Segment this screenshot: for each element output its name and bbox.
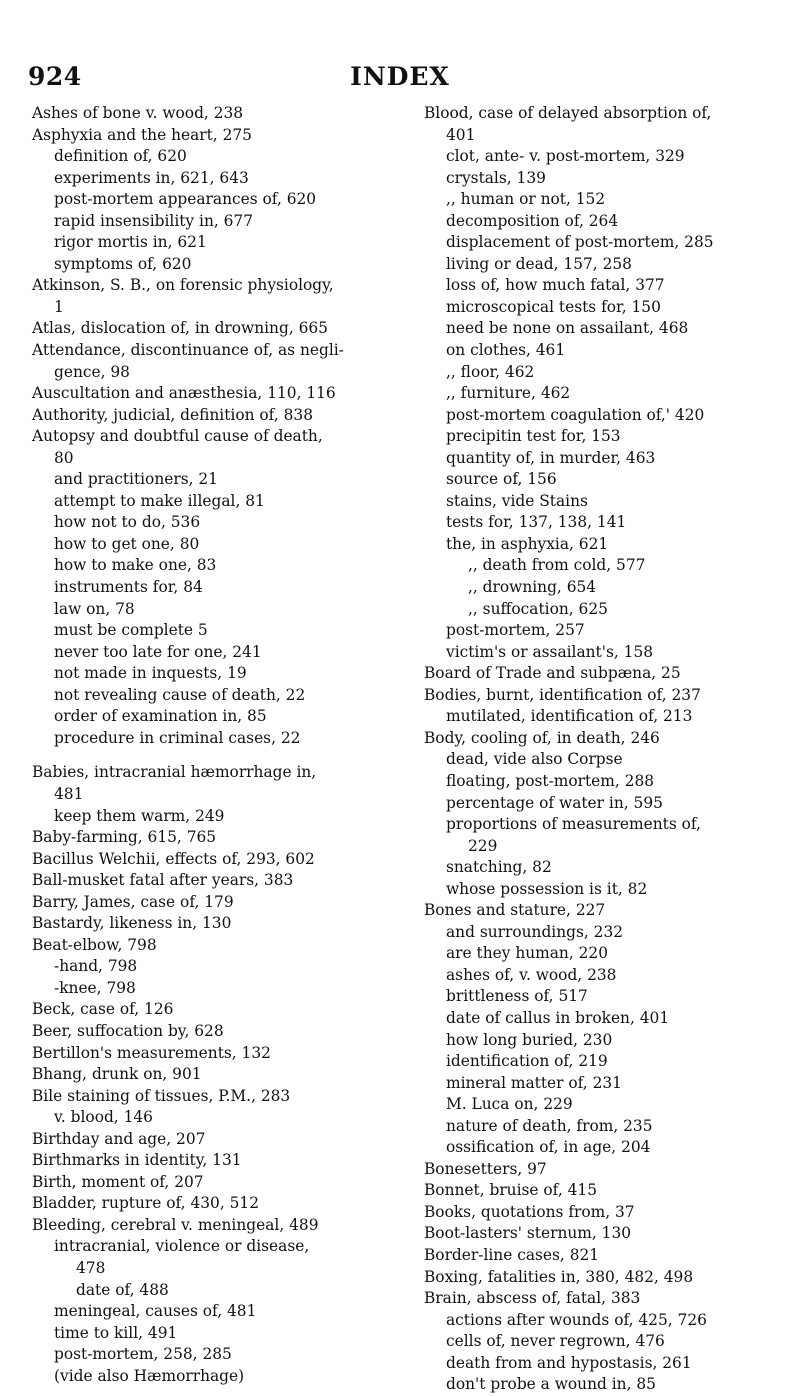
index-entry: Asphyxia and the heart, 275 <box>32 125 252 144</box>
index-subentry: ,, floor, 462 <box>446 362 535 381</box>
index-subentry: -hand, 798 <box>54 957 138 976</box>
index-subentry: definition of, 620 <box>54 147 187 166</box>
index-subentry: 401 <box>446 125 476 144</box>
index-subentry: 1 <box>54 297 64 316</box>
index-subentry: cells of, never regrown, 476 <box>446 1332 665 1351</box>
index-subentry: not made in inquests, 19 <box>54 664 247 683</box>
index-entry: Bhang, drunk on, 901 <box>32 1065 202 1084</box>
index-subentry: living or dead, 157, 258 <box>446 254 632 273</box>
index-entry: Autopsy and doubtful cause of death, <box>32 427 323 446</box>
index-subentry: must be complete 5 <box>54 621 208 640</box>
index-entry: Bile staining of tissues, P.M., 283 <box>32 1086 291 1105</box>
index-entry: Atlas, dislocation of, in drowning, 665 <box>32 319 328 338</box>
index-entry: Babies, intracranial hæmorrhage in, <box>32 763 317 782</box>
index-subentry: ashes of, v. wood, 238 <box>446 965 617 984</box>
index-entry: Bonnet, bruise of, 415 <box>424 1181 597 1200</box>
index-subentry: need be none on assailant, 468 <box>446 319 689 338</box>
index-entry: Baby-farming, 615, 765 <box>32 828 217 847</box>
index-subentry: dead, vide also Corpse <box>446 750 623 769</box>
index-subentry: how to make one, 83 <box>54 556 217 575</box>
index-entry: Birthmarks in identity, 131 <box>32 1151 242 1170</box>
index-entry: Atkinson, S. B., on forensic physiology, <box>32 276 334 295</box>
index-subentry: intracranial, violence or disease, <box>54 1237 310 1256</box>
index-subentry: date of, 488 <box>76 1280 169 1299</box>
index-entry: Barry, James, case of, 179 <box>32 892 234 911</box>
index-entry: Bodies, burnt, identification of, 237 <box>424 685 701 704</box>
index-entry: Body, cooling of, in death, 246 <box>424 728 660 747</box>
index-subentry: how long buried, 230 <box>446 1030 613 1049</box>
index-entry: Bertillon's measurements, 132 <box>32 1043 271 1062</box>
index-subentry: keep them warm, 249 <box>54 806 225 825</box>
page-header <box>0 62 800 98</box>
index-subentry: death from and hypostasis, 261 <box>446 1353 692 1372</box>
index-entry: Bones and stature, 227 <box>424 901 606 920</box>
index-subentry: order of examination in, 85 <box>54 707 267 726</box>
index-subentry: brittleness of, 517 <box>446 987 588 1006</box>
index-subentry: 481 <box>54 784 84 803</box>
index-subentry: proportions of measurements of, <box>446 815 701 834</box>
index-subentry: displacement of post-mortem, 285 <box>446 233 714 252</box>
section-gap <box>32 749 402 762</box>
index-entry: Brain, abscess of, fatal, 383 <box>424 1289 641 1308</box>
index-subentry: victim's or assailant's, 158 <box>446 642 654 661</box>
index-subentry: whose possession is it, 82 <box>446 879 648 898</box>
index-subentry: 478 <box>76 1258 106 1277</box>
index-subentry: ossification of, in age, 204 <box>446 1138 651 1157</box>
index-subentry: post-mortem coagulation of,' 420 <box>446 405 705 424</box>
index-entry: Border-line cases, 821 <box>424 1245 600 1264</box>
index-subentry: snatching, 82 <box>446 858 552 877</box>
index-subentry: ,, death from cold, 577 <box>468 556 646 575</box>
index-subentry: 229 <box>468 836 498 855</box>
index-subentry: clot, ante- v. post-mortem, 329 <box>446 147 685 166</box>
index-subentry: how to get one, 80 <box>54 534 200 553</box>
index-subentry: crystals, 139 <box>446 168 546 187</box>
index-subentry: attempt to make illegal, 81 <box>54 491 265 510</box>
index-subentry: mutilated, identification of, 213 <box>446 707 693 726</box>
index-subentry: experiments in, 621, 643 <box>54 168 249 187</box>
index-subentry: loss of, how much fatal, 377 <box>446 276 665 295</box>
index-subentry: microscopical tests for, 150 <box>446 297 661 316</box>
index-subentry: ,, drowning, 654 <box>468 578 597 597</box>
index-subentry: floating, post-mortem, 288 <box>446 771 655 790</box>
index-subentry: don't probe a wound in, 85 <box>446 1375 656 1394</box>
index-entry: Bacillus Welchii, effects of, 293, 602 <box>32 849 315 868</box>
index-subentry: how not to do, 536 <box>54 513 201 532</box>
index-subentry: mineral matter of, 231 <box>446 1073 622 1092</box>
index-subentry: post-mortem, 257 <box>446 621 585 640</box>
index-subentry: never too late for one, 241 <box>54 642 262 661</box>
index-entry: Boot-lasters' sternum, 130 <box>424 1224 632 1243</box>
index-subentry: 80 <box>54 448 74 467</box>
index-subentry: gence, 98 <box>54 362 130 381</box>
index-subentry: tests for, 137, 138, 141 <box>446 513 627 532</box>
index-entry: Bladder, rupture of, 430, 512 <box>32 1194 259 1213</box>
index-subentry: rapid insensibility in, 677 <box>54 211 254 230</box>
index-subentry: date of callus in broken, 401 <box>446 1008 670 1027</box>
index-subentry: nature of death, from, 235 <box>446 1116 653 1135</box>
index-subentry: instruments for, 84 <box>54 578 203 597</box>
index-subentry: decomposition of, 264 <box>446 211 619 230</box>
index-column-left <box>32 103 402 1387</box>
index-subentry: on clothes, 461 <box>446 341 566 360</box>
index-entry: Authority, judicial, definition of, 838 <box>32 405 313 424</box>
index-subentry: actions after wounds of, 425, 726 <box>446 1310 707 1329</box>
index-entry: Birthday and age, 207 <box>32 1129 206 1148</box>
index-entry: Board of Trade and subpæna, 25 <box>424 664 681 683</box>
page-heading: INDEX <box>350 62 450 91</box>
index-entry: Blood, case of delayed absorption of, <box>424 104 712 122</box>
index-entry: Ashes of bone v. wood, 238 <box>32 104 244 122</box>
page-number: 924 <box>28 62 82 91</box>
index-entry: Auscultation and anæsthesia, 110, 116 <box>32 384 336 403</box>
index-entry: Boxing, fatalities in, 380, 482, 498 <box>424 1267 694 1286</box>
index-subentry: ,, suffocation, 625 <box>468 599 608 618</box>
index-subentry: identification of, 219 <box>446 1052 608 1071</box>
index-subentry: precipitin test for, 153 <box>446 427 621 446</box>
index-subentry: v. blood, 146 <box>54 1108 153 1127</box>
index-subentry: not revealing cause of death, 22 <box>54 685 306 704</box>
index-subentry: post-mortem appearances of, 620 <box>54 190 317 209</box>
index-entry: Attendance, discontinuance of, as negli- <box>32 341 344 360</box>
index-subentry: ,, human or not, 152 <box>446 190 606 209</box>
index-column-right <box>424 103 794 1396</box>
index-subentry: meningeal, causes of, 481 <box>54 1302 257 1321</box>
index-subentry: the, in asphyxia, 621 <box>446 534 609 553</box>
index-subentry: quantity of, in murder, 463 <box>446 448 656 467</box>
index-entry: Books, quotations from, 37 <box>424 1202 635 1221</box>
index-subentry: symptoms of, 620 <box>54 254 192 273</box>
index-entry: Birth, moment of, 207 <box>32 1172 204 1191</box>
index-subentry: M. Luca on, 229 <box>446 1095 573 1114</box>
index-subentry: post-mortem, 258, 285 <box>54 1345 232 1364</box>
index-subentry: stains, vide Stains <box>446 491 588 510</box>
index-subentry: and practitioners, 21 <box>54 470 218 489</box>
index-subentry: time to kill, 491 <box>54 1323 178 1342</box>
index-subentry: are they human, 220 <box>446 944 608 963</box>
index-subentry: rigor mortis in, 621 <box>54 233 207 252</box>
index-entry: Beer, suffocation by, 628 <box>32 1021 224 1040</box>
index-subentry: and surroundings, 232 <box>446 922 624 941</box>
index-subentry: -knee, 798 <box>54 978 136 997</box>
index-subentry: ,, furniture, 462 <box>446 384 571 403</box>
index-subentry: law on, 78 <box>54 599 135 618</box>
index-entry: Beat-elbow, 798 <box>32 935 157 954</box>
index-entry: Ball-musket fatal after years, 383 <box>32 871 294 890</box>
index-subentry: percentage of water in, 595 <box>446 793 663 812</box>
index-entry: Bleeding, cerebral v. meningeal, 489 <box>32 1215 319 1234</box>
index-entry: Bonesetters, 97 <box>424 1159 547 1178</box>
index-subentry: source of, 156 <box>446 470 557 489</box>
index-entry: Beck, case of, 126 <box>32 1000 174 1019</box>
index-subentry: procedure in criminal cases, 22 <box>54 728 301 747</box>
index-subentry: (vide also Hæmorrhage) <box>54 1366 245 1385</box>
index-entry: Bastardy, likeness in, 130 <box>32 914 232 933</box>
